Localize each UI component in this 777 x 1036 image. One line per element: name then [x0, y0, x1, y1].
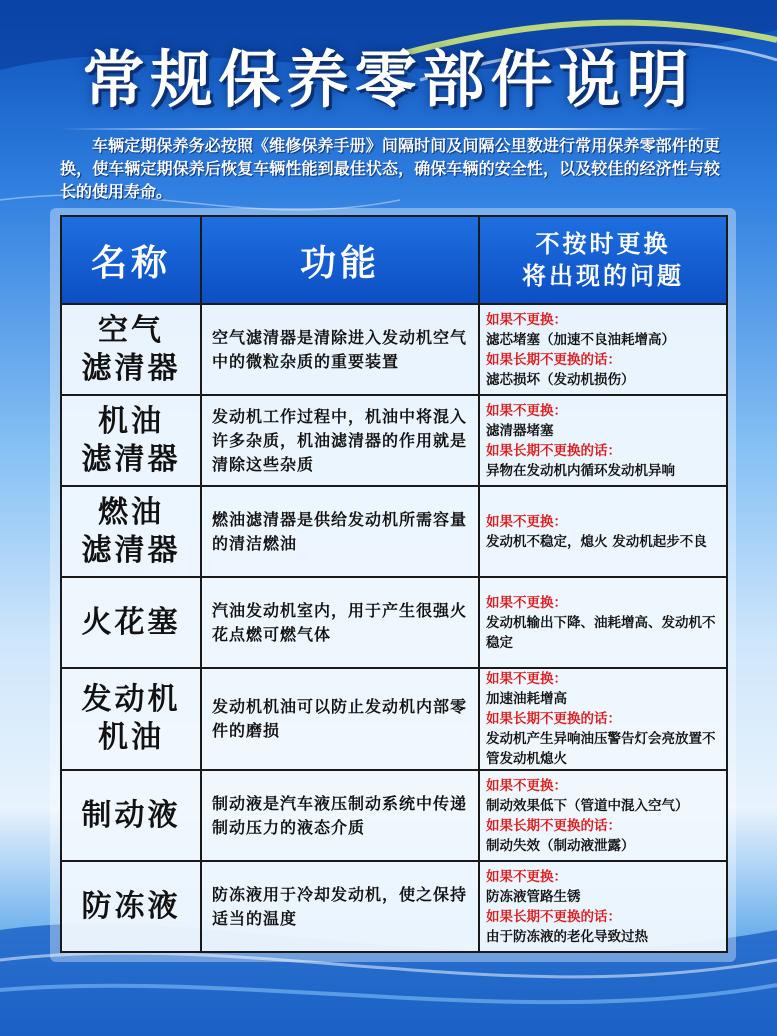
part-name-line1: 防冻液 [81, 888, 181, 924]
part-problem-cell [479, 395, 727, 486]
long-term-warning-label: 如果长期不更换的话： [486, 908, 621, 925]
part-name-cell [61, 486, 201, 577]
part-problem-cell [479, 304, 727, 395]
header-name: 名称 [61, 216, 201, 304]
long-term-warning-text: 制动失效（制动液泄露） [486, 837, 635, 854]
header-problem-line1: 不按时更换 [535, 230, 671, 258]
part-name-cell [61, 395, 201, 486]
part-function: 空气滤清器是清除进入发动机空气中的微粒杂质的重要装置 [201, 304, 479, 395]
part-problem-cell [479, 770, 727, 861]
warning-text: 制动效果低下（管道中混入空气） [486, 797, 689, 814]
part-name-line2: 滤清器 [81, 350, 181, 386]
header-function: 功能 [201, 216, 479, 304]
header-problem [479, 216, 727, 304]
part-problem-cell [479, 577, 727, 668]
title-divider [60, 128, 710, 130]
page-title: 常规保养零部件说明 [82, 43, 695, 116]
part-name-cell [61, 861, 201, 952]
part-function: 燃油滤清器是供给发动机所需容量的清洁燃油 [201, 486, 479, 577]
part-name-line2: 滤清器 [81, 441, 181, 477]
long-term-warning-text: 异物在发动机内循环发动机异响 [486, 462, 675, 479]
part-name-cell [61, 577, 201, 668]
intro-paragraph: 车辆定期保养务必按照《维修保养手册》间隔时间及间隔公里数进行常用保养零部件的更换，使车辆定期保养后恢复车辆性能到最佳状态，确保车辆的安全性，以及较佳的经济性与较长的使用寿命。 [60, 136, 720, 201]
long-term-warning-label: 如果长期不更换的话： [486, 442, 621, 459]
warning-label: 如果不更换： [486, 513, 567, 530]
part-name-line2: 滤清器 [81, 532, 181, 568]
part-problem-cell [479, 861, 727, 952]
warning-text: 加速油耗增高 [486, 691, 567, 707]
table-row [61, 304, 727, 395]
long-term-warning-label: 如果长期不更换的话： [486, 351, 621, 368]
part-name-line2: 机油 [98, 720, 164, 755]
part-function: 汽油发动机室内，用于产生很强火花点燃可燃气体 [201, 577, 479, 668]
warning-text: 滤芯堵塞（加速不良油耗增高） [486, 331, 675, 348]
part-name-line1: 空气 [98, 312, 164, 348]
warning-label: 如果不更换： [486, 671, 567, 687]
part-name-line1: 燃油 [98, 494, 164, 530]
table-header-row [61, 216, 727, 304]
part-name-cell [61, 770, 201, 861]
part-name-line1: 制动液 [81, 797, 181, 833]
warning-label: 如果不更换： [486, 777, 567, 794]
table-row [61, 486, 727, 577]
table-row [61, 861, 727, 952]
part-problem-cell [479, 668, 727, 770]
warning-text: 发动机输出下降、油耗增高、发动机不稳定 [486, 614, 716, 651]
part-name-line1: 发动机 [81, 682, 181, 717]
table-row [61, 668, 727, 770]
part-name-cell [61, 304, 201, 395]
long-term-warning-text: 发动机产生异响油压警告灯会亮放置不管发动机熄火 [486, 731, 716, 767]
part-function: 发动机机油可以防止发动机内部零件的磨损 [201, 668, 479, 770]
long-term-warning-text: 由于防冻液的老化导致过热 [486, 928, 648, 945]
table-row [61, 770, 727, 861]
warning-label: 如果不更换： [486, 311, 567, 328]
part-name-line1: 火花塞 [81, 604, 181, 640]
part-problem-cell [479, 486, 727, 577]
part-name-cell [61, 668, 201, 770]
header-problem-line2: 将出现的问题 [522, 262, 684, 290]
parts-table [60, 215, 728, 953]
part-function: 防冻液用于冷却发动机，使之保持适当的温度 [201, 861, 479, 952]
warning-label: 如果不更换： [486, 868, 567, 885]
part-function: 发动机工作过程中，机油中将混入许多杂质，机油滤清器的作用就是清除这些杂质 [201, 395, 479, 486]
long-term-warning-label: 如果长期不更换的话： [486, 711, 621, 727]
table-row [61, 395, 727, 486]
warning-text: 发动机不稳定，熄火 发动机起步不良 [486, 533, 707, 550]
part-name-line1: 机油 [98, 403, 164, 439]
warning-text: 滤清器堵塞 [486, 422, 554, 439]
part-function: 制动液是汽车液压制动系统中传递制动压力的液态介质 [201, 770, 479, 861]
warning-label: 如果不更换： [486, 594, 567, 611]
warning-text: 防冻液管路生锈 [486, 888, 581, 905]
long-term-warning-label: 如果长期不更换的话： [486, 817, 621, 834]
warning-label: 如果不更换： [486, 402, 567, 419]
table-row [61, 577, 727, 668]
long-term-warning-text: 滤芯损坏（发动机损伤） [486, 371, 635, 388]
